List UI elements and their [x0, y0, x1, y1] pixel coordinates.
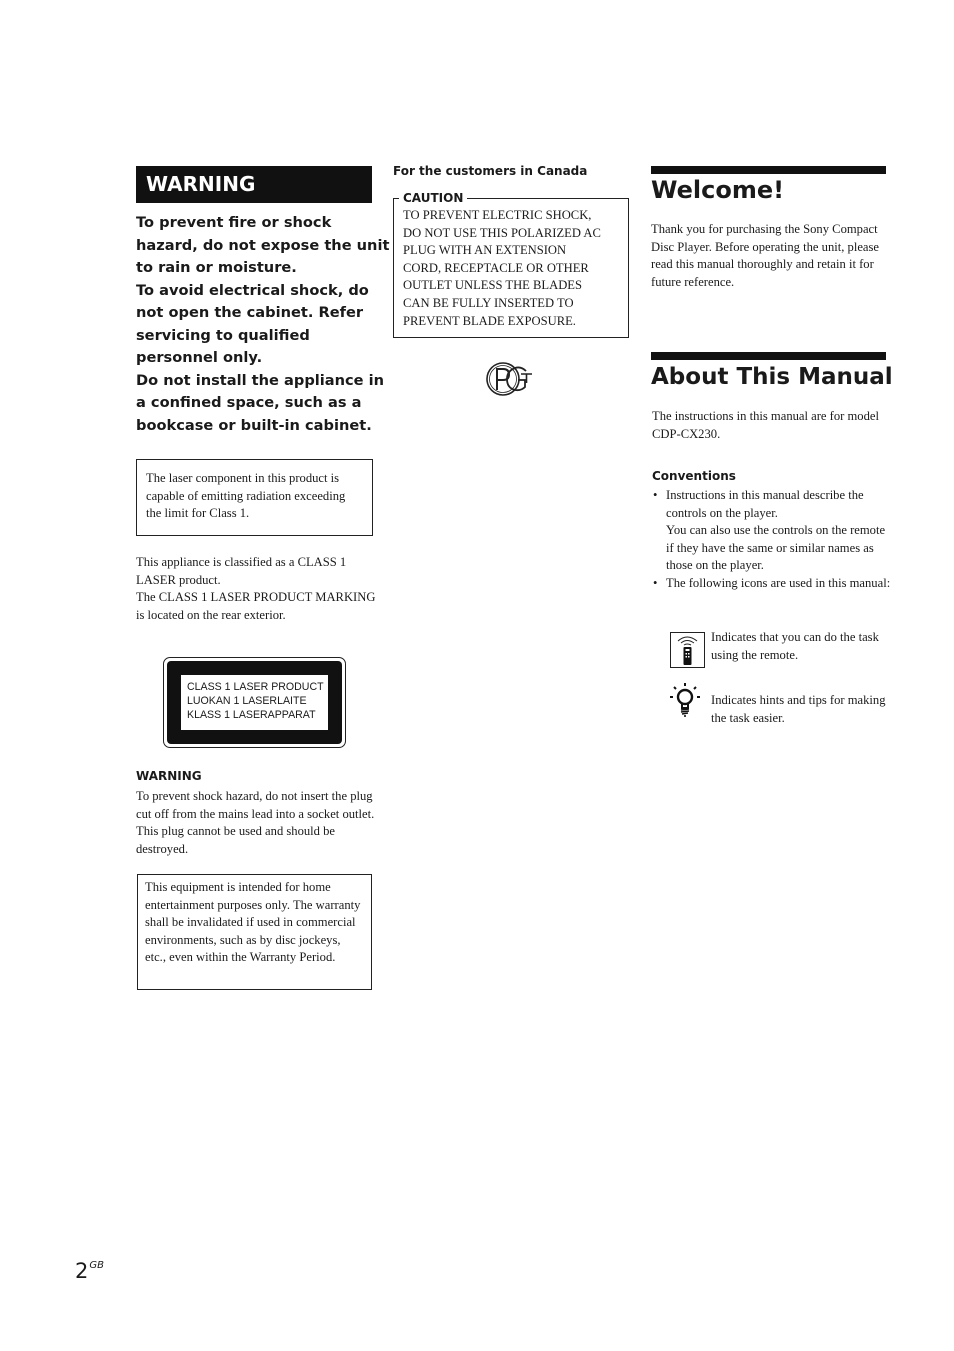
caution-line: OUTLET UNLESS THE BLADES	[403, 278, 582, 293]
laser-class-text: This appliance is classified as a CLASS 1 LASER product. The CLASS 1 LASER PRODUCT MARKING is located on the rear exterior.	[136, 555, 376, 622]
caution-line: CAN BE FULLY INSERTED TO	[403, 295, 574, 310]
caution-line: PLUG WITH AN EXTENSION	[403, 243, 567, 258]
conventions-item-text: Instructions in this manual describe the controls on the player. You can also use the controls on the remote if they have the same or similar names as those on the player.	[666, 488, 886, 573]
page-number-value: 2	[75, 1259, 89, 1283]
conventions-item-text: The following icons are used in this manual:	[666, 575, 891, 590]
laser-label-line: LUOKAN 1 LASERLAITE	[187, 695, 307, 707]
welcome-heading: Welcome!	[651, 176, 785, 204]
warning-statement	[136, 212, 390, 437]
warning-line: To avoid electrical shock, do	[136, 281, 369, 299]
laser-label-line: KLASS 1 LASERAPPARAT	[187, 709, 316, 721]
list-item	[652, 575, 892, 593]
certification-mark-icon	[485, 360, 533, 398]
remote-control-icon-graphic	[671, 633, 704, 667]
page-number-suffix: GB	[89, 1260, 104, 1271]
warning-line: servicing to qualified	[136, 326, 310, 344]
caution-line: PREVENT BLADE EXPOSURE.	[403, 313, 576, 328]
warning-line: personnel only.	[136, 349, 263, 366]
bullet: •	[653, 575, 658, 590]
bullet: •	[653, 488, 658, 502]
warning-line: Do not install the appliance in	[136, 371, 385, 389]
caution-line: CORD, RECEPTACLE OR OTHER	[403, 260, 589, 275]
about-manual-text: The instructions in this manual are for model CDP-CX230.	[652, 409, 879, 441]
laser-product-label	[181, 675, 328, 730]
conventions-heading: Conventions	[652, 469, 736, 483]
list-item	[652, 487, 892, 575]
canada-heading: For the customers in Canada	[393, 164, 588, 178]
laser-label-line: CLASS 1 LASER PRODUCT	[187, 681, 324, 693]
warning-line: To prevent fire or shock	[136, 214, 332, 231]
plug-warning-text: To prevent shock hazard, do not insert the plug cut off from the mains lead into a socket outlet. This plug cannot be used and should be destroyed.	[136, 789, 375, 856]
warning-line: to rain or moisture.	[136, 259, 297, 276]
conventions-list	[652, 487, 892, 593]
welcome-text: Thank you for purchasing the Sony Compact Disc Player. Before operating the unit, please read this manual thoroughly and retain it for future reference.	[651, 222, 880, 289]
warning-line: hazard, do not expose the unit	[136, 236, 390, 254]
about-rule	[651, 352, 886, 360]
caution-label: CAUTION	[399, 190, 467, 206]
caution-line: TO PREVENT ELECTRIC SHOCK,	[403, 208, 592, 222]
warning-line: not open the cabinet. Refer	[136, 304, 364, 321]
about-manual-heading: About This Manual	[651, 364, 893, 390]
remote-icon-description: Indicates that you can do the task using the remote.	[711, 630, 879, 662]
home-use-notice-text: This equipment is intended for home entertainment purposes only. The warranty shall be invalidated if used in commercial environments, such as by disc jockeys, etc., even within the Warranty Period.	[145, 880, 361, 965]
caution-line: DO NOT USE THIS POLARIZED AC	[403, 225, 601, 240]
light-bulb-icon	[670, 683, 702, 719]
remote-control-icon	[670, 632, 705, 668]
warning-line: bookcase or built-in cabinet.	[136, 416, 372, 434]
tips-icon-description: Indicates hints and tips for making the task easier.	[711, 693, 886, 725]
caution-box	[393, 198, 629, 338]
plug-warning-heading: WARNING	[136, 769, 202, 783]
home-use-notice-box	[137, 874, 372, 990]
laser-notice-box	[136, 459, 373, 536]
warning-line: a confined space, such as a	[136, 394, 362, 411]
caution-text	[403, 207, 619, 330]
page-number	[75, 1259, 104, 1283]
laser-notice-text: The laser component in this product is capable of emitting radiation exceeding the limit for Class 1.	[146, 471, 346, 521]
warning-heading: WARNING	[136, 166, 372, 203]
